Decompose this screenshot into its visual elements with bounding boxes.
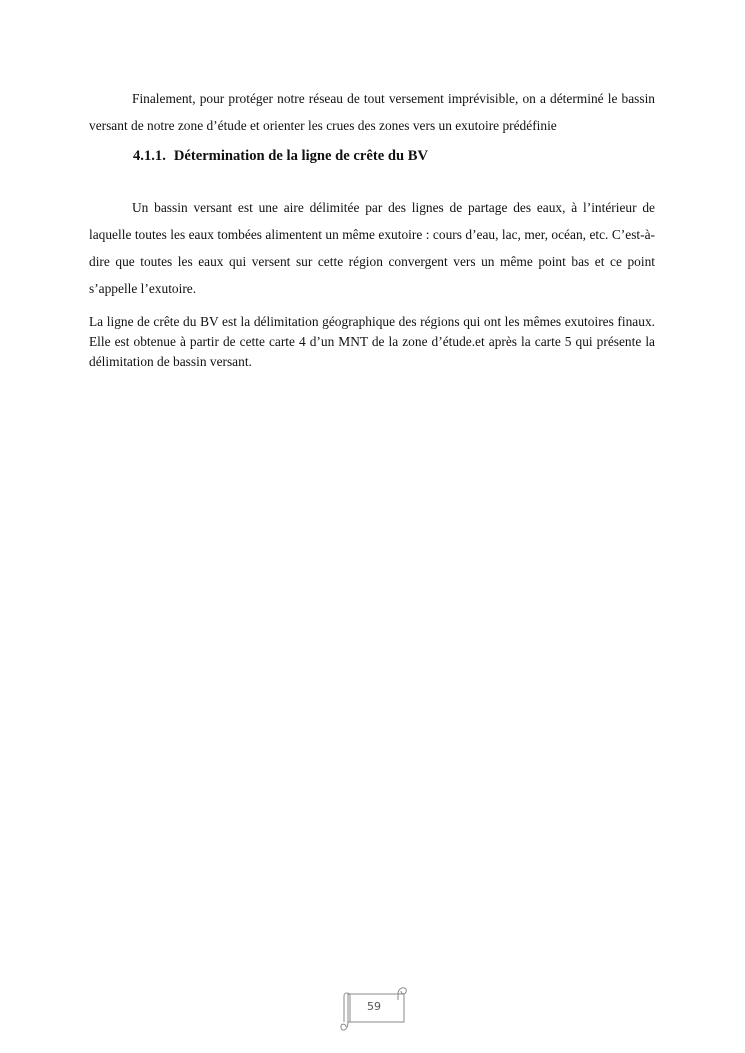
section-number: 4.1.1. <box>133 148 166 164</box>
crest-line-paragraph: La ligne de crête du BV est la délimitation géographique des régions qui ont les mêmes exutoires finaux. Elle est obtenue à partir de cette carte 4 d’un MNT de la zone d’étude.et après la carte 5 qui présente la délimitation de bassin versant. <box>89 314 655 369</box>
page-number: 59 <box>367 1000 381 1013</box>
intro-paragraph: Finalement, pour protéger notre réseau de tout versement imprévisible, on a déterminé le bassin versant de notre zone d’étude et orienter les crues des zones vers un exutoire prédéfinie <box>89 91 655 133</box>
definition-paragraph: Un bassin versant est une aire délimitée par des lignes de partage des eaux, à l’intérieur de laquelle toutes les eaux tombées alimentent un même exutoire : cours d’eau, lac, mer, océan, etc. C’est-à-dire que toutes les eaux qui versent sur cette région convergent vers un même point bas et ce point s’appelle l’exutoire. <box>89 200 655 296</box>
page-number-scroll <box>338 982 410 1038</box>
section-title: Détermination de la ligne de crête du BV <box>173 148 428 164</box>
section-heading <box>133 148 428 165</box>
